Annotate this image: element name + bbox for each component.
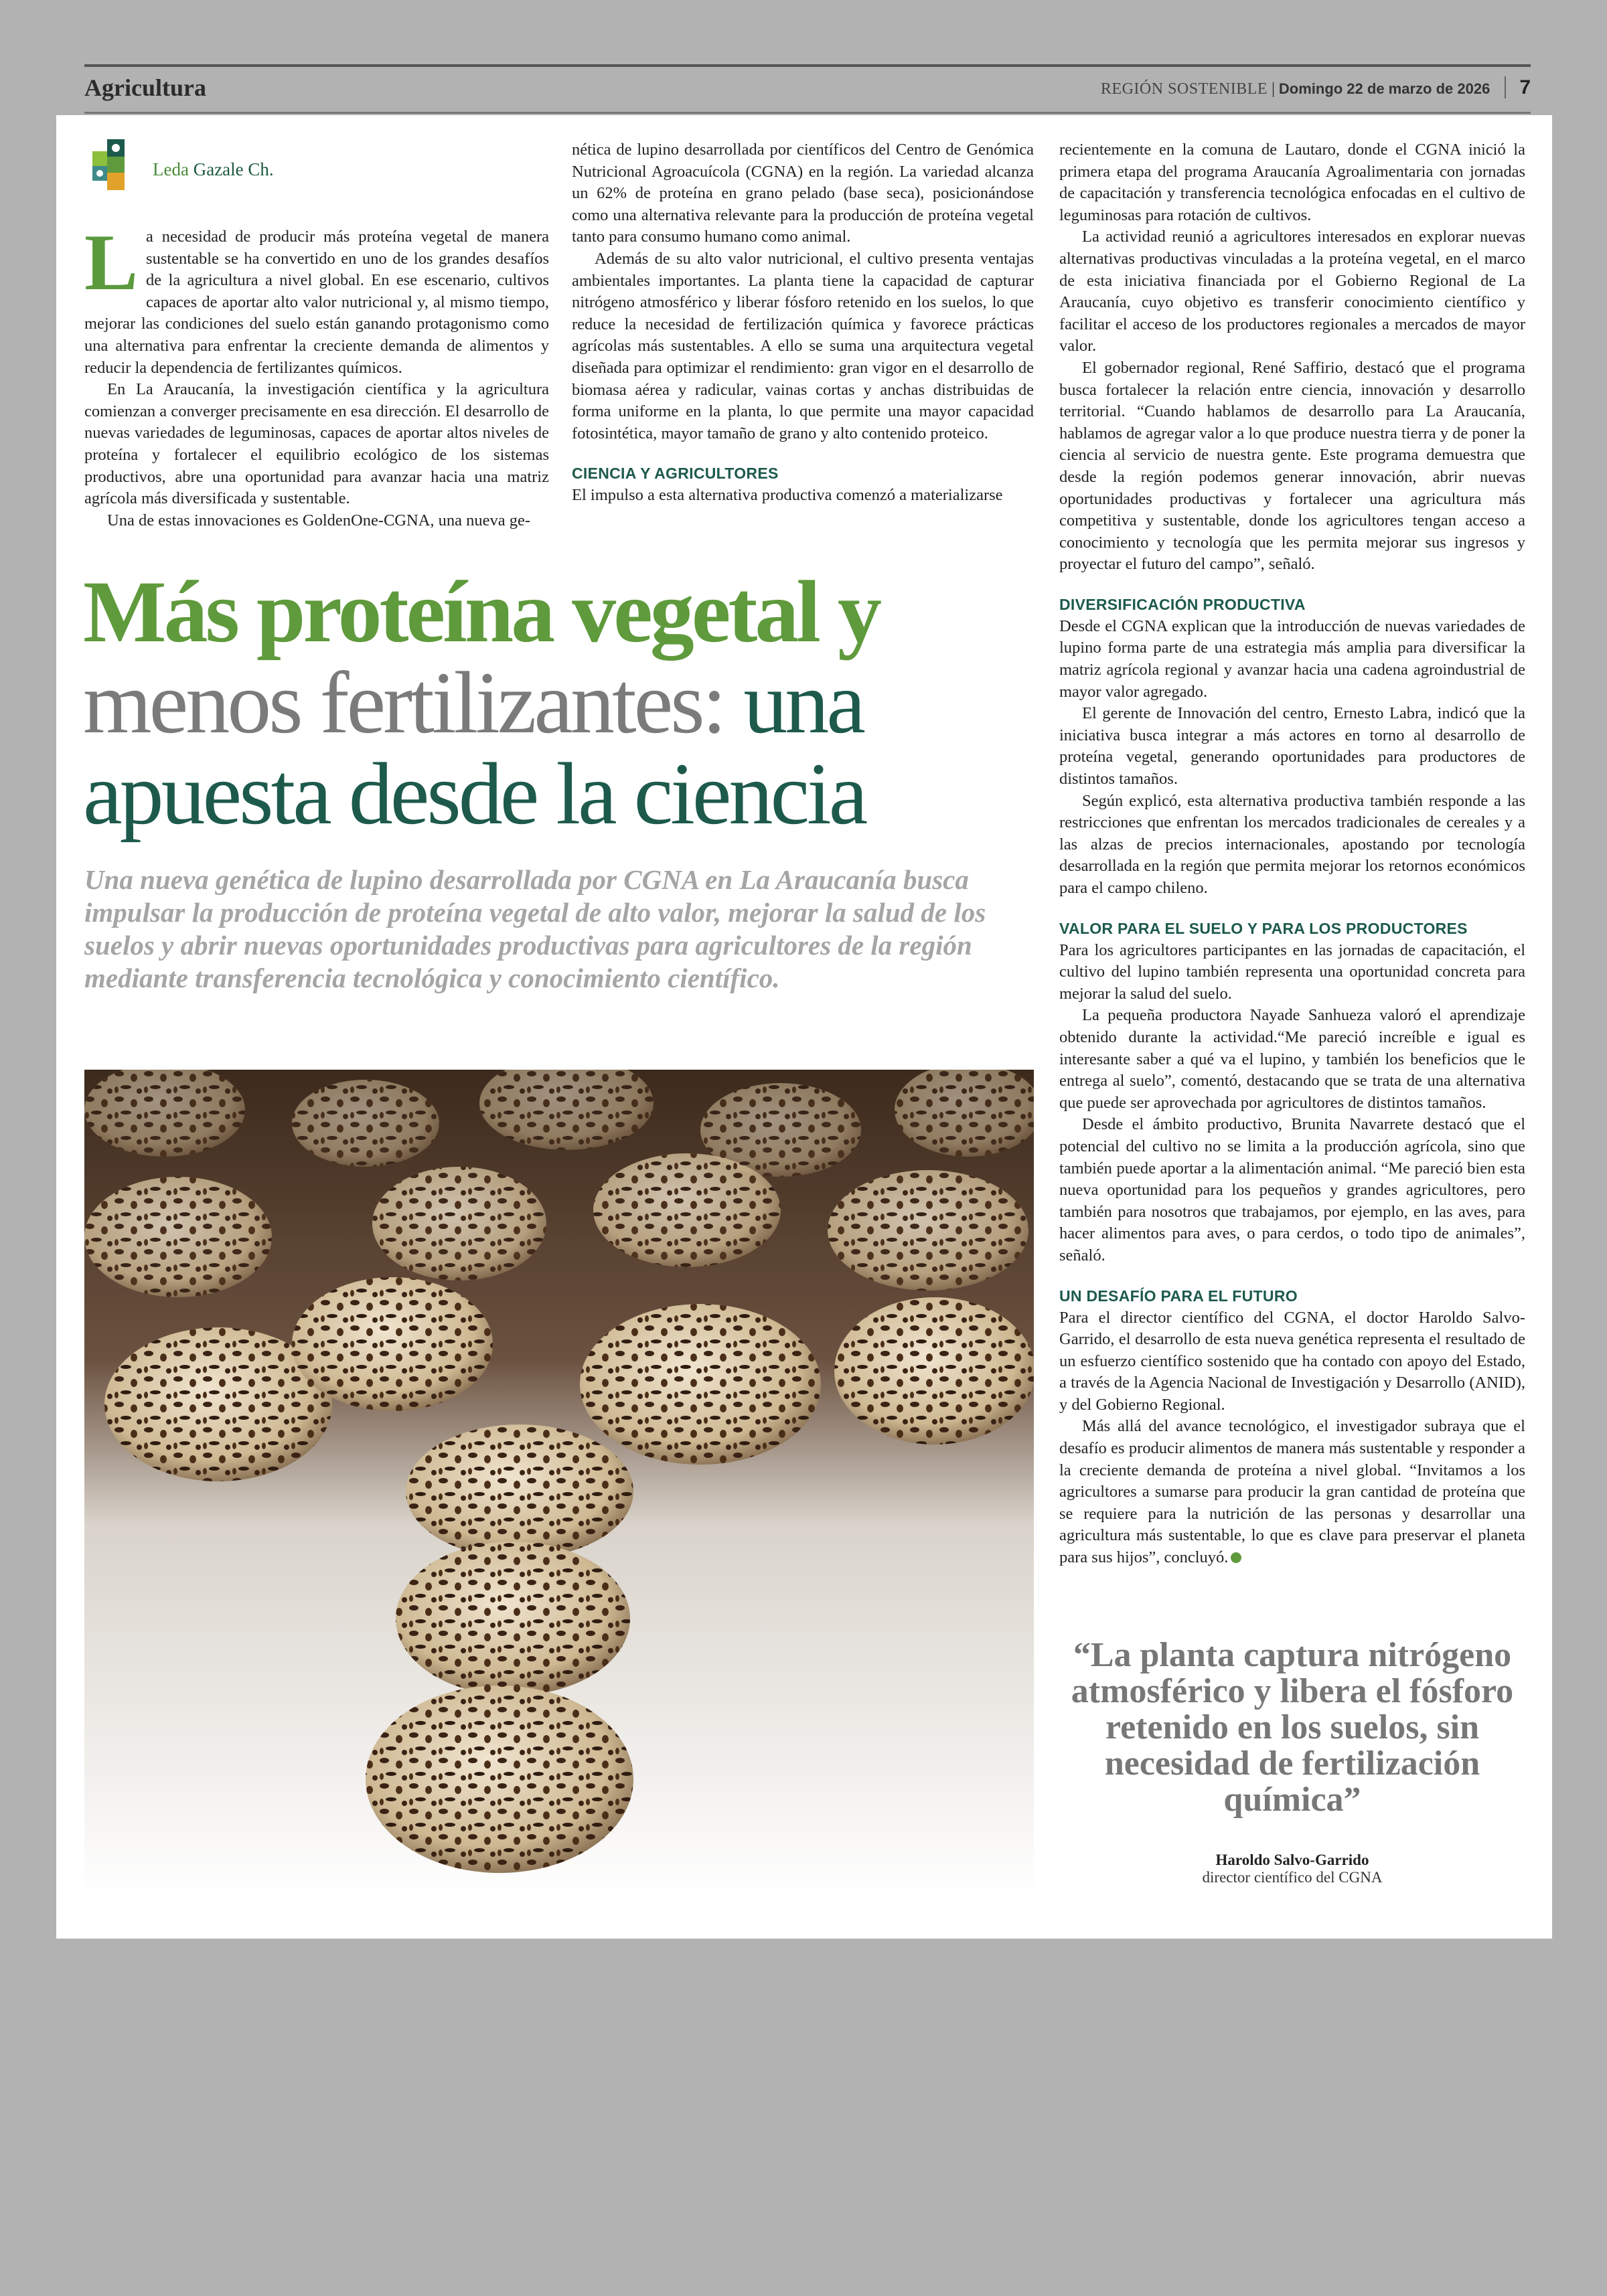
article-column-3 <box>1059 139 1525 1569</box>
paragraph: Para el director científico del CGNA, el doctor Haroldo Salvo-Garrido, el desarrollo de esta nueva genética representa el resultado de un esfuerzo científico sostenido que ha contado con apoyo del Estado, a través de la Agencia Nacional de Investigación y Desarrollo (ANID), y del Gobierno Regional. <box>1059 1308 1525 1414</box>
paragraph: nética de lupino desarrollada por científicos del Centro de Genómica Nutricional Agroacuícola (CGNA) en la región. La variedad alcanza un 62% de proteína en grano pelado (base seca), posicionándose como una alternativa relevante para la producción de proteína vegetal tanto para consumo humano como animal. <box>572 141 1034 246</box>
section-title: Agricultura <box>84 74 206 101</box>
paragraph: En La Araucanía, la investigación científica y la agricultura comienzan a converger precisamente en esa dirección. El desarrollo de nuevas variedades de leguminosas, capaces de aportar altos niveles de proteína y fortalecer el equilibrio ecológico de los sistemas productivos, abre una oportunidad para avanzar hacia una matriz agrícola más diversificada y sustentable. <box>84 380 549 508</box>
paragraph-text: a necesidad de producir más proteína vegetal de manera sustentable se ha convertido en uno de los grandes desafíos de la agricultura a nivel global. En ese escenario, cultivos capaces de aportar alto valor nutricional y, al mismo tiempo, mejorar las condiciones del suelo están ganando protagonismo como una alternativa para enfrentar la creciente demanda de alimentos y reducir la dependencia de fertilizantes químicos. <box>84 228 549 377</box>
author-first-name: Leda <box>153 159 189 179</box>
paragraph <box>84 218 549 379</box>
subheading-ciencia: CIENCIA Y AGRICULTORES <box>572 465 779 483</box>
paragraph: Desde el CGNA explican que la introducción de nuevas variedades de lupino forma parte de una estrategia más amplia para diversificar la matriz agrícola regional y avanzar hacia una cadena agroindustrial de mayor valor agregado. <box>1059 617 1525 701</box>
subheading-desafio: UN DESAFÍO PARA EL FUTURO <box>1059 1287 1298 1305</box>
paragraph-text: Más allá del avance tecnológico, el investigador subraya que el desafío es producir alimentos de manera más sustentable y responder a la creciente demanda de proteína a nivel global. “Invitamos a los agricultores a sumarse para producir la gran cantidad de proteína que se requiere para la nutrición de las personas y desarrollar una agricultura más sustentable, lo que es clave para preservar el planeta para sus hijos”, concluyó. <box>1059 1417 1525 1567</box>
paragraph <box>1059 1416 1525 1568</box>
page-number: 7 <box>1505 76 1531 98</box>
region-sostenible-logo-icon <box>87 137 141 194</box>
pull-quote: “La planta captura nitrógeno atmosférico y libera el fósforo retenido en los suelos, sin necesidad de fertilización química” <box>1071 1636 1514 1819</box>
issue-date: Domingo 22 de marzo de 2026 <box>1278 80 1490 97</box>
paragraph: Desde el ámbito productivo, Brunita Navarrete destacó que el potencial del cultivo no se limita a la producción agrícola, sino que también puede aportar a la alimentación animal. “Me pareció bien esta nueva oportunidad para los pequeños y grandes agricultores, pero también para nosotros que trabajamos, por ejemplo, en las aves, para hacer alimentos para aves, o para cerdos, o todo tipo de animales”, señaló. <box>1059 1115 1525 1264</box>
subtitle: Una nueva genética de lupino desarrollada por CGNA en La Araucanía busca impulsar la producción de proteína vegetal de alto valor, mejorar la salud de los suelos y abrir nuevas oportunidades productivas para agricultores de la región mediante transferencia tecnológica y conocimiento científico. <box>84 864 986 993</box>
article-column-2 <box>572 139 1034 507</box>
subheading-valor-suelo: VALOR PARA EL SUELO Y PARA LOS PRODUCTORES <box>1059 919 1468 937</box>
paragraph: Para los agricultores participantes en las jornadas de capacitación, el cultivo del lupino también representa una oportunidad concreta para mejorar la salud del suelo. <box>1059 940 1525 1003</box>
drop-cap: L <box>84 218 139 307</box>
paragraph: El impulso a esta alternativa productiva comenzó a materializarse <box>572 486 1003 505</box>
headline-part-2: menos fertilizantes: <box>83 653 724 752</box>
author-last-name: Gazale Ch. <box>193 159 274 179</box>
header-meta <box>1101 76 1531 99</box>
paragraph: Según explicó, esta alternativa productiva también responde a las restricciones que enfrentan los mercados tradicionales de cereales y a las alzas de precios internacionales, apostando por tecnología desarrollada en la región que permita mejorar los retornos económicos para el campo chileno. <box>1059 791 1525 897</box>
headline <box>83 562 1047 843</box>
pull-quote-name: Haroldo Salvo-Garrido <box>1215 1852 1369 1868</box>
paragraph: El gerente de Innovación del centro, Ernesto Labra, indicó que la iniciativa busca integrar a más actores en torno al desarrollo de proteína vegetal, generando oportunidades para productores de distintos tamaños. <box>1059 704 1525 789</box>
byline <box>153 159 274 180</box>
article-column-1 <box>84 218 549 531</box>
end-of-article-dot-icon <box>1231 1552 1241 1563</box>
paragraph: recientemente en la comuna de Lautaro, donde el CGNA inició la primera etapa del programa Araucanía Agroalimentaria con jornadas de capacitación y transferencia tecnológica enfocadas en el cultivo de leguminosas para rotación de cultivos. <box>1059 141 1525 224</box>
pull-quote-role: director científico del CGNA <box>1202 1869 1383 1886</box>
publication-name: REGIÓN SOSTENIBLE <box>1100 80 1268 98</box>
lupine-seeds-photo <box>84 1070 1034 1897</box>
headline-part-1: Más proteína vegetal y <box>83 562 880 661</box>
page-header <box>84 64 1531 114</box>
paragraph: Además de su alto valor nutricional, el cultivo presenta ventajas ambientales importantes. La planta tiene la capacidad de capturar nitrógeno atmosférico y liberar fósforo retenido en los suelos, lo que reduce la necesidad de fertilización química y favorece prácticas agrícolas más sustentables. A ello se suma una arquitectura vegetal diseñada para optimizar el rendimiento: gran vigor en el desarrollo de biomasa aérea y radicular, vainas cortas y anchas distribuidas de forma uniforme en la planta, lo que permite una mayor capacidad fotosintética, mayor tamaño de grano y alto contenido proteico. <box>572 249 1034 442</box>
paragraph: La actividad reunió a agricultores interesados en explorar nuevas alternativas productivas vinculadas a la proteína vegetal, en el marco de esta iniciativa financiada por el Gobierno Regional de La Araucanía, cuyo objetivo es transferir conocimiento científico y facilitar el acceso de los productores regionales a mercados de mayor valor. <box>1059 228 1525 355</box>
paragraph: La pequeña productora Nayade Sanhueza valoró el aprendizaje obtenido durante la actividad.“Me pareció increíble e igual es interesante saber a qué va el lupino, y también los beneficios que le entrega al suelo”, comentó, destacando que se trata de una alternativa que puede ser aprovechada por agricultores de distintos tamaños. <box>1059 1006 1525 1112</box>
header-separator: | <box>1272 80 1275 98</box>
paragraph: El gobernador regional, René Saffirio, destacó que el programa busca fortalecer la relación entre ciencia, innovación y desarrollo territorial. “Cuando hablamos de desarrollo para La Araucanía, hablamos de agregar valor a lo que produce nuestra tierra y de poner la ciencia al servicio de nuestra gente. Este programa demuestra que desde la región podemos generar innovación, abrir nuevas oportunidades productivas y fortalecer una agricultura más competitiva y sustentable, donde los agricultores tengan acceso a conocimiento y tecnología que les permita mejorar sus ingresos y proyectar el futuro del campo”, señaló. <box>1059 358 1525 574</box>
paragraph: Una de estas innovaciones es GoldenOne-CGNA, una nueva ge- <box>107 511 531 529</box>
headline-part-3: una apuesta desde la ciencia <box>83 653 866 843</box>
subheading-diversificacion: DIVERSIFICACIÓN PRODUCTIVA <box>1059 595 1306 613</box>
